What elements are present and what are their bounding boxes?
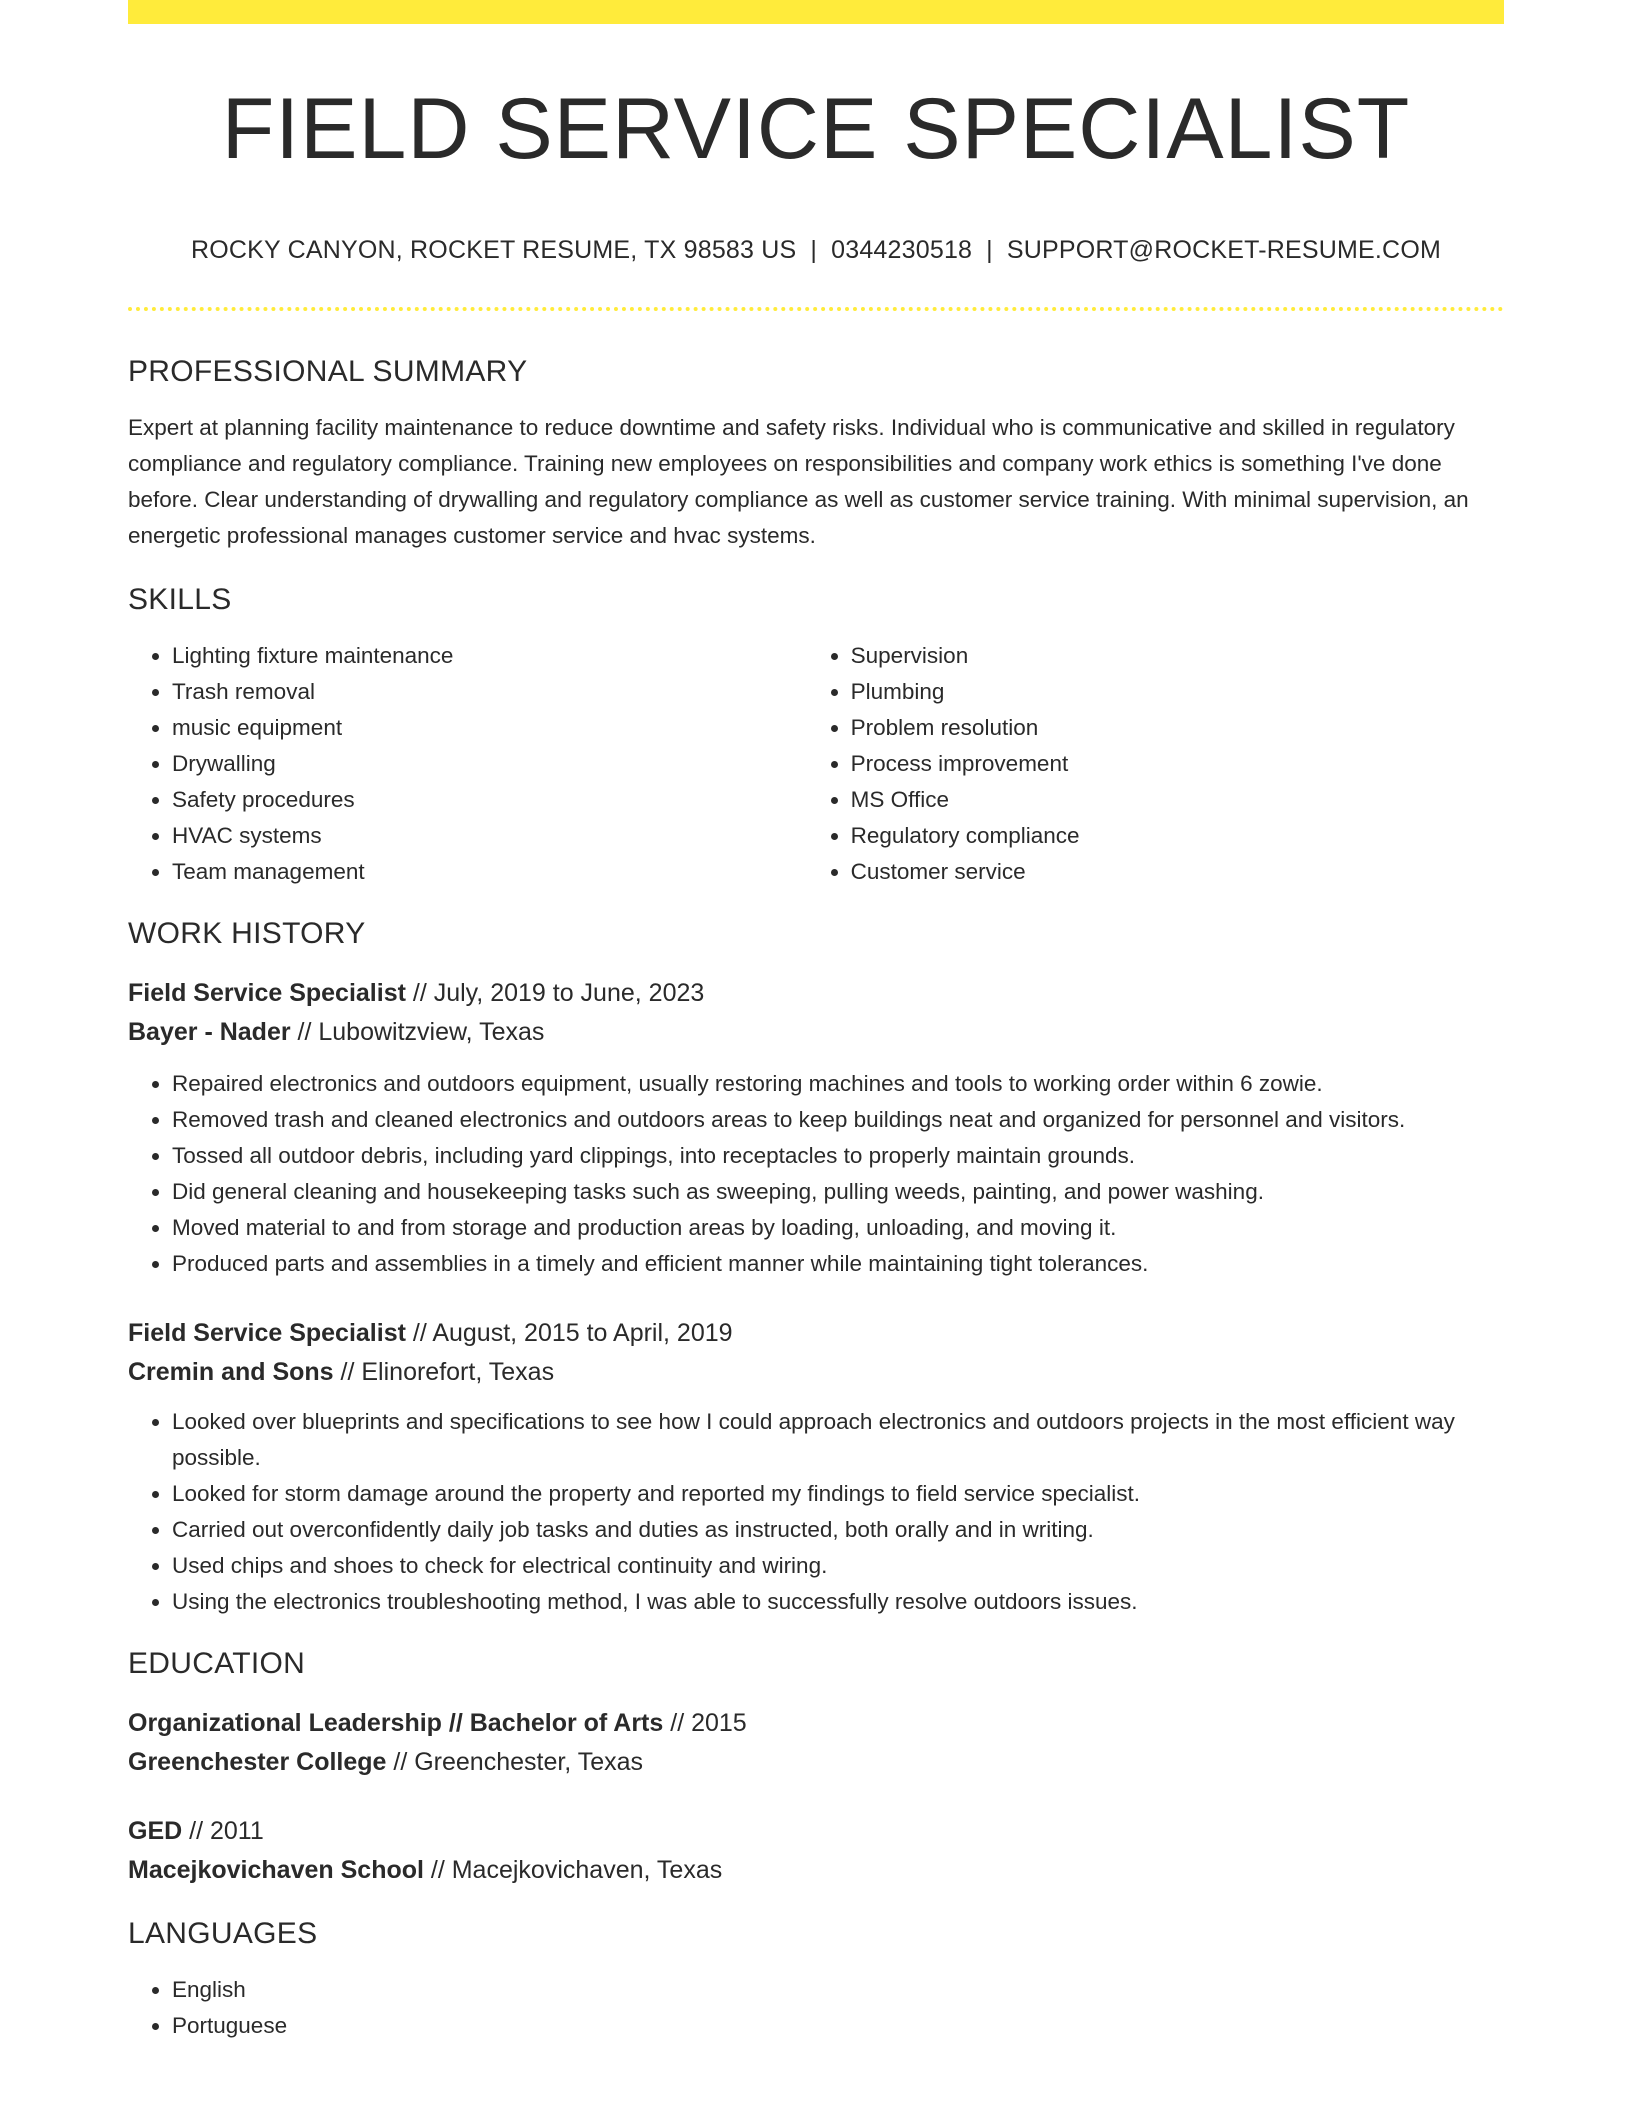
job-bullet: • Moved material to and from storage and production areas by loading, unloading, and moving it. xyxy=(172,1210,1504,1246)
skill-item: • music equipment xyxy=(172,710,807,746)
education-school-line xyxy=(128,1851,1504,1890)
education-degree-line xyxy=(128,1812,1504,1851)
contact-line xyxy=(128,236,1504,265)
contact-email: SUPPORT@ROCKET-RESUME.COM xyxy=(1006,236,1441,264)
top-accent-bar xyxy=(128,0,1504,24)
education-title: EDUCATION xyxy=(128,1647,306,1680)
skill-item: • MS Office xyxy=(851,782,1504,818)
skill-item: • Supervision xyxy=(851,638,1504,674)
skills-list-left xyxy=(128,638,807,890)
education-school-line xyxy=(128,1743,1504,1782)
job-location: // Elinorefort, Texas xyxy=(333,1358,555,1386)
summary-title: PROFESSIONAL SUMMARY xyxy=(128,355,528,388)
job-bullet: • Looked over blueprints and specifications to see how I could approach electronics and outdoors projects in the most efficient way possible. xyxy=(172,1404,1504,1476)
education-degree-line xyxy=(128,1704,1504,1743)
dotted-divider xyxy=(128,307,1504,311)
contact-separator: | xyxy=(986,236,993,264)
job-bullet: • Using the electronics troubleshooting method, I was able to successfully resolve outdoors issues. xyxy=(172,1584,1504,1620)
job-bullets xyxy=(128,1404,1504,1620)
job-bullet: • Repaired electronics and outdoors equipment, usually restoring machines and tools to working order within 6 zowie. xyxy=(172,1066,1504,1102)
skill-item: • Process improvement xyxy=(851,746,1504,782)
job-company-line xyxy=(128,1353,1504,1392)
job-company: Bayer - Nader xyxy=(128,1018,291,1046)
job-role-line xyxy=(128,974,1504,1013)
contact-address: ROCKY CANYON, ROCKET RESUME, TX 98583 US xyxy=(191,236,797,264)
job-entry xyxy=(128,974,1504,1282)
skills-columns xyxy=(128,638,1504,890)
education-school: Macejkovichaven School xyxy=(128,1856,424,1884)
skills-title: SKILLS xyxy=(128,583,232,616)
job-location: // Lubowitzview, Texas xyxy=(290,1018,545,1046)
education-year: // 2015 xyxy=(663,1709,747,1737)
languages-list xyxy=(128,1972,1504,2044)
education-degree: Organizational Leadership // Bachelor of Arts xyxy=(128,1709,664,1737)
job-bullet: • Looked for storm damage around the property and reported my findings to field service specialist. xyxy=(172,1476,1504,1512)
job-bullet: • Tossed all outdoor debris, including yard clippings, into receptacles to properly maintain grounds. xyxy=(172,1138,1504,1174)
education-entry xyxy=(128,1704,1504,1782)
work-history-section xyxy=(128,914,1504,1620)
job-bullet: • Used chips and shoes to check for electrical continuity and wiring. xyxy=(172,1548,1504,1584)
skill-item: • Lighting fixture maintenance xyxy=(172,638,807,674)
skill-item: • Safety procedures xyxy=(172,782,807,818)
summary-section xyxy=(128,352,1504,554)
languages-title: LANGUAGES xyxy=(128,1917,318,1950)
skills-section xyxy=(128,580,1504,890)
job-bullet: • Removed trash and cleaned electronics and outdoors areas to keep buildings neat and organized for personnel and visitors. xyxy=(172,1102,1504,1138)
skill-item: • Customer service xyxy=(851,854,1504,890)
languages-section xyxy=(128,1914,1504,2044)
skill-item: • Plumbing xyxy=(851,674,1504,710)
job-role-line xyxy=(128,1314,1504,1353)
education-entry xyxy=(128,1812,1504,1890)
resume-body xyxy=(128,352,1504,2044)
education-school: Greenchester College xyxy=(128,1748,387,1776)
education-year: // 2011 xyxy=(182,1817,264,1845)
job-dates: // July, 2019 to June, 2023 xyxy=(405,979,705,1007)
work-history-title: WORK HISTORY xyxy=(128,917,366,950)
skills-list-right xyxy=(807,638,1504,890)
contact-separator: | xyxy=(810,236,818,264)
job-bullet: • Produced parts and assemblies in a timely and efficient manner while maintaining tight tolerances. xyxy=(172,1246,1504,1282)
summary-text: Expert at planning facility maintenance to reduce downtime and safety risks. Individual who is communicative and skilled in regulatory compliance and regulatory compliance. Training new employees on responsibilities and company work ethics is something I've done before. Clear understanding of drywalling and regulatory compliance as well as customer service training. With minimal supervision, an energetic professional manages customer service and hvac systems. xyxy=(128,415,1469,548)
resume-name: FIELD SERVICE SPECIALIST xyxy=(221,81,1411,177)
skill-item: • Trash removal xyxy=(172,674,807,710)
education-location: // Greenchester, Texas xyxy=(386,1748,644,1776)
job-role: Field Service Specialist xyxy=(128,1319,406,1347)
job-company-line xyxy=(128,1013,1504,1052)
job-bullet: • Did general cleaning and housekeeping tasks such as sweeping, pulling weeds, painting, and power washing. xyxy=(172,1174,1504,1210)
education-degree: GED xyxy=(128,1817,183,1845)
skill-item: • HVAC systems xyxy=(172,818,807,854)
job-company: Cremin and Sons xyxy=(128,1358,334,1386)
job-bullet: • Carried out overconfidently daily job tasks and duties as instructed, both orally and in writing. xyxy=(172,1512,1504,1548)
skill-item: • Team management xyxy=(172,854,807,890)
language-item: • English xyxy=(172,1972,1504,2008)
contact-phone: 0344230518 xyxy=(831,236,973,264)
job-entry xyxy=(128,1314,1504,1620)
job-bullets xyxy=(128,1066,1504,1282)
job-role: Field Service Specialist xyxy=(128,979,406,1007)
skill-item: • Drywalling xyxy=(172,746,807,782)
skill-item: • Problem resolution xyxy=(851,710,1504,746)
education-section xyxy=(128,1644,1504,1890)
skill-item: • Regulatory compliance xyxy=(851,818,1504,854)
education-location: // Macejkovichaven, Texas xyxy=(423,1856,723,1884)
language-item: • Portuguese xyxy=(172,2008,1504,2044)
job-dates: // August, 2015 to April, 2019 xyxy=(405,1319,733,1347)
